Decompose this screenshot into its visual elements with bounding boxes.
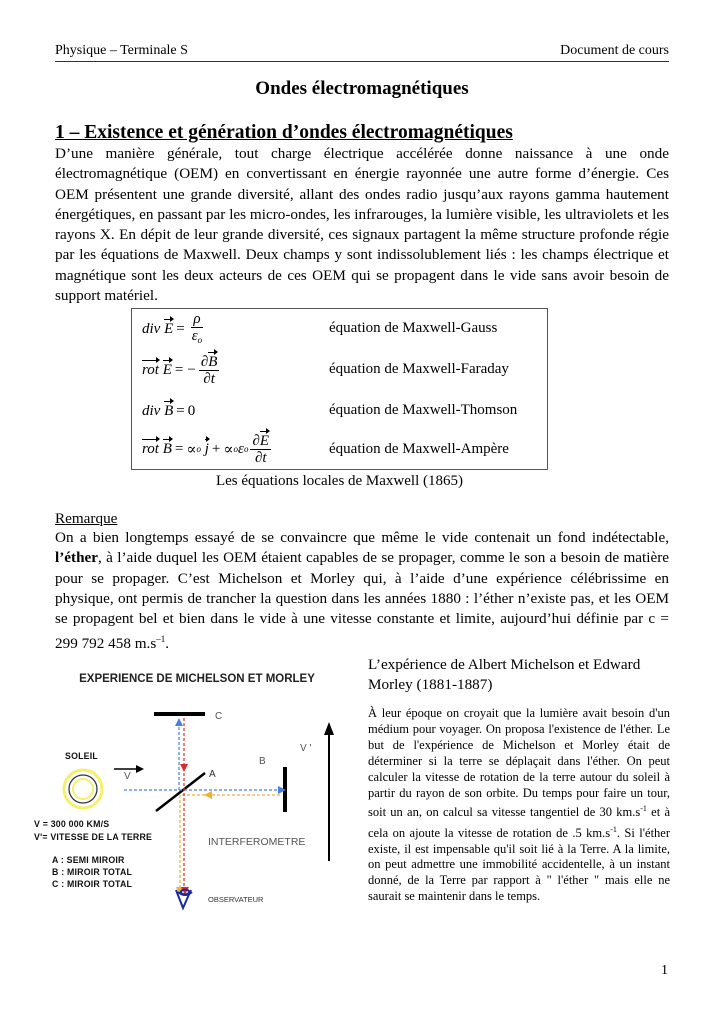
equation-row-faraday [132,350,547,390]
label-v: V [124,771,131,782]
header-doc-type: Document de cours [560,43,669,58]
equation-faraday-name: équation de Maxwell-Faraday [329,361,509,377]
sun-icon [64,770,102,808]
equation-row-ampere [132,429,547,469]
equation-gauss: div E = $\frac{\rho}{\varepsilon_o}$ [142,310,203,345]
ether-term: l’éther [55,549,99,567]
equation-ampere-name: équation de Maxwell-Ampère [329,441,509,457]
legend-v-prime: V'= VITESSE DE LA TERRE [34,832,153,842]
page-header [55,43,669,62]
section-1-title: 1 – Existence et génération d’ondes électromagnétiques [55,122,513,143]
michelson-morley-diagram [34,660,352,915]
document-title: Ondes électromagnétiques [255,78,469,99]
equation-ampere: rot B = ∝ o j + ∝ o ε o $\frac{\partial E}{\partial t}$ [142,432,270,466]
sidebar-text: À leur époque on croyait que la lumière avait besoin d'un médium pour voyager. On proposa l'existence de l'éther. Le but de l'expérience de Michelson et Morley était de déterminer si la terre se déplaçait dans l'éther. On peut calculer la vitesse de rotation de la terre autour du soleil à partir du rayon de son orbite. Du temps pour faire un tour, soit un an, on calcul sa vitesse tangentiel de 30 $km.s^{-1}$ et à cela on ajoute la vitesse de rotation de .5 $km.s^{-1}$. Si l'éther existe, il est impensable qu'il soit lié à la Terre. A la limite, on peut admettre une immobilité accidentelle, à un instant donné, de la Terre par rapport à " l'éther " mais elle ne saurait se maintenir dans le temps. [368,706,671,904]
equation-gauss-name: équation de Maxwell-Gauss [329,320,498,336]
legend-c: C : MIROIR TOTAL [52,879,133,889]
remark-paragraph: On a bien longtemps essayé de se convaincre que même le vide contenait un fond indétectable, l’éther, à l’aide duquel les OEM étaient capables de se propager, comme le son a besoin de matière pour se propager. C’est Michelson et Morley qui, à l’aide d’une expérience célébrissime en physique, ont permis de trancher la question dans les années 1880 : l’éther n’existe pas, et les OEM se propagent bel et bien dans le vide à une vitesse constante et limite, aujourd’hui définie par c = 299 792 458 $m.s^{-1}$. [55,529,669,653]
label-b: B [259,756,266,767]
mirror-c-icon [154,712,205,716]
sidebar-title: L’expérience de Albert Michelson et Edward Morley (1881-1887) [368,656,641,693]
label-interferometre: INTERFEROMETRE [208,836,306,848]
header-subject: Physique – Terminale S [55,43,188,58]
legend-a: A : SEMI MIROIR [52,855,125,865]
equation-row-thomson [132,391,547,431]
equation-row-gauss [132,309,547,349]
label-a: A [209,769,216,780]
legend-b: B : MIROIR TOTAL [52,867,133,877]
label-v-prime: V ' [300,743,312,754]
equation-faraday: rot E = − $\frac{\partial B}{\partial t}$ [142,353,218,387]
section-1-paragraph: D’une manière générale, tout charge électrique accélérée donne naissance à une onde électromagnétique (OEM) en convertissant en énergie rayonnée une autre forme d’énergie. Ces OEM présentent une grande diversité, allant des ondes radio jusqu’aux rayons gamma hautement énergétiques, en passant par les micro-ondes, les infrarouges, la lumière visible, les ultraviolets et les rayons X. En dépit de leur grande diversité, ces signaux partagent la même structure profonde régie par les équations de Maxwell. Deux champs y sont indissolublement liés : les champs électrique et magnétique sont les deux acteurs de ces OEM qui se propagent dans le vide sans avoir besoin de support matériel. [55,145,669,305]
label-c: C [215,711,223,722]
maxwell-equations-box [131,308,548,470]
label-observateur: OBSERVATEUR [208,895,264,904]
equation-thomson: div B = 0 [142,402,196,419]
page-number: 1 [661,963,668,978]
equations-caption: Les équations locales de Maxwell (1865) [215,473,463,489]
remark-title: Remarque [55,510,118,527]
diagram-title: EXPERIENCE DE MICHELSON ET MORLEY [79,673,315,685]
equation-thomson-name: équation de Maxwell-Thomson [329,402,518,418]
legend-v: V = 300 000 KM/S [34,819,110,829]
label-soleil: SOLEIL [65,751,98,761]
